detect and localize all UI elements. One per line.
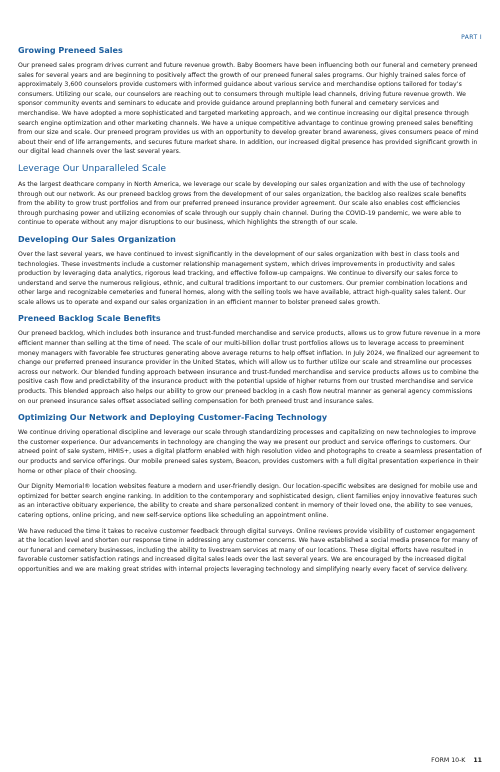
page-number: 11: [473, 757, 482, 764]
section-heading: Developing Our Sales Organization: [18, 234, 176, 244]
section-heading: Optimizing Our Network and Deploying Customer-Facing Technology: [18, 413, 328, 423]
page-footer: [431, 757, 482, 764]
section-heading: Preneed Backlog Scale Benefits: [18, 314, 161, 324]
paragraph: Over the last several years, we have continued to invest significantly in the development of our sales organization with best in class tools and technologies. These investments include a customer relationship management system, which drives improvements in productivity and sales production by leveraging data analytics, rigorous lead tracking, and effective follow-up campaigns. We continue to diversify our sales force to understand and serve the numerous religious, ethnic, and cultural traditions important to our customers. Our premier combination locations and other large and recognizable cemeteries and funeral homes, along with the selling tools we have available, attract high-quality sales talent. Our scale allows us to operate and expand our sales organization in an efficient manner to bolster preneed sales growth.: [18, 250, 468, 306]
paragraph: Our preneed sales program drives current and future revenue growth. Baby Boomers have been influencing both our funeral and cemetery preneed sales for several years and are beginning to positively affect the growth of our preneed funeral sales programs. Our highly trained sales force of approximately 3,600 counselors provide customers with informed guidance about various service and merchandise options tailored for today’s consumers. Utilizing our scale, our counselors are reaching out to consumers through multiple lead channels, driving future revenue growth. We sponsor community events and seminars to educate and provide guidance around preplanning both funeral and cemetery services and merchandise. We have adopted a more sophisticated and targeted marketing approach, and we continue increasing our digital presence through search engine optimization and other marketing channels. We have a unique competitive advantage to continue growing preneed sales benefiting from our size and scale. Our preneed program provides us with an opportunity to develop greater brand awareness, gives consumers peace of mind about their end of life arrangements, and secures future market share. In addition, our increased digital presence has provided significant growth in our digital lead channels over the last several years.: [18, 62, 479, 156]
paragraph: We continue driving operational discipline and leverage our scale through standardizing processes and capitalizing on new technologies to improve the customer experience. Our advancements in technology are changing the way we present our product and service offerings to customers. Our atneed point of sale system, HMIS+, uses a digital platform enabled with high resolution video and photographs to create a seamless presentation of our products and service offerings. Our mobile preneed sales system, Beacon, provides customers with a full digital presentation experience in their home or other place of their choosing.: [18, 429, 482, 475]
paragraph: Our Dignity Memorial® location websites feature a modern and user-friendly design. Our location-specific websites are designed for mobile use and optimized for better search engine ranking. In addition to the contemporary and sophisticated design, client families enjoy innovative features such as an interactive obituary experience, the ability to create and share personalized content in memory of their loved one, the ability to see venues, catering options, online pricing, and new self-service options like scheduling an appointment online.: [18, 483, 478, 519]
form-label: FORM 10-K: [431, 757, 466, 764]
section-heading: Growing Preneed Sales: [18, 46, 123, 55]
section-growing-preneed-sales: [18, 45, 482, 157]
paragraph: We have reduced the time it takes to receive customer feedback through digital surveys. Online reviews provide visibility of customer engagement at the location level and shorten our response time in addressing any customer concerns. We have established a social media presence for many of our funeral and cemetery businesses, including the ability to livestream services at many of our locations. These digital efforts have resulted in favorable customer satisfaction ratings and increased digital sales leads over the last several years. We are encouraged by the increased digital opportunities and we are making great strides with internal projects leveraging technology and simplifying nearly every facet of service delivery.: [18, 527, 478, 573]
section-leverage-scale: [18, 163, 482, 228]
section-preneed-backlog: [18, 313, 482, 406]
section-heading: Leverage Our Unparalleled Scale: [18, 163, 167, 174]
document-body: [18, 45, 482, 581]
section-optimizing-network: [18, 412, 482, 574]
part-label: PART I: [461, 34, 482, 41]
paragraph: Our preneed backlog, which includes both insurance and trust-funded merchandise and service products, allows us to grow future revenue in a more efficient manner than selling at the time of need. The scale of our multi-billion dollar trust portfolios allows us to leverage access to preeminent money managers with favorable fee structures generating above average returns to help offset inflation. In July 2024, we finalized our agreement to change our preferred preneed insurance provider in the United States, which will allow us to further utilize our scale and streamline our processes across our network. Our blended funding approach between insurance and trust-funded merchandise and service products allows us to combine the positive cash flow and predictability of the insurance product with the potential upside of higher returns from our trusted merchandise and service products. This blended approach also helps our ability to grow our preneed backlog in a cash flow neutral manner as general agency commissions on our preneed insurance sales offset associated selling compensation for both preneed trust and insurance sales.: [18, 330, 481, 405]
section-developing-sales-organization: [18, 234, 482, 308]
paragraph: As the largest deathcare company in North America, we leverage our scale by developing our sales organization and with the use of technology through out our network. As our preneed backlog grows from the development of our sales organization, the backlog also realizes scale benefits from the ability to grow trust portfolios and from our preferred preneed insurance provider agreement. Our scale also enables cost efficiencies through purchasing power and utilizing economies of scale through our supply chain channel. During the COVID-19 pandemic, we were able to continue to operate without any major disruptions to our business, which highlights the strength of our scale.: [18, 180, 467, 227]
